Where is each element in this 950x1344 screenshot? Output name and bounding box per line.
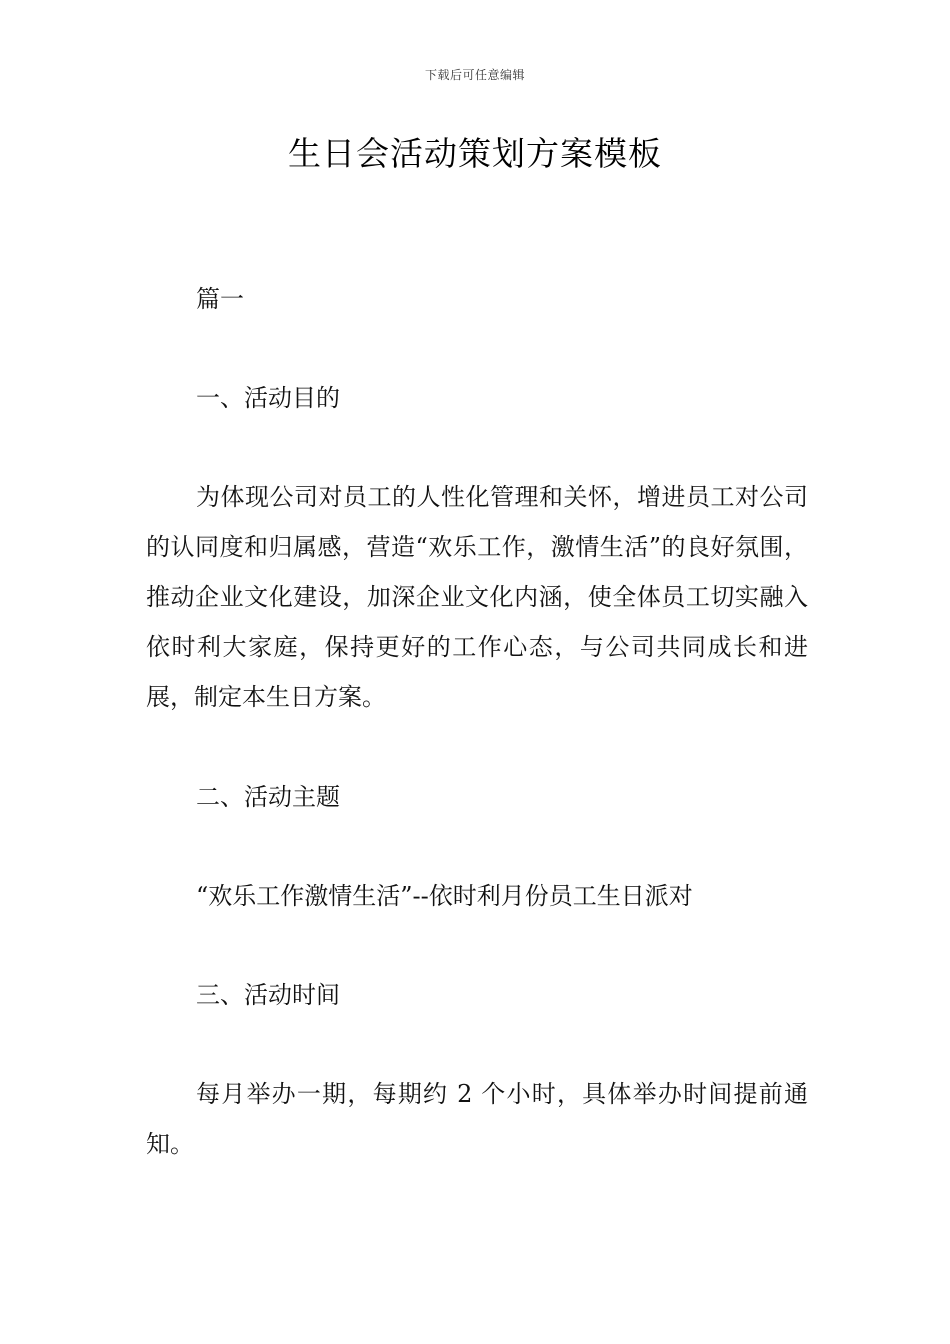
section-3-body: 每月举办一期，每期约 2 个小时，具体举办时间提前通知。 xyxy=(146,1080,808,1158)
section-3-heading: 三、活动时间 xyxy=(196,981,340,1009)
section-1-heading: 一、活动目的 xyxy=(196,384,340,412)
section-2-body: “欢乐工作激情生活”--依时利月份员工生日派对 xyxy=(196,882,693,910)
part-label: 篇一 xyxy=(196,285,244,313)
document-title: 生日会活动策划方案模板 xyxy=(288,134,662,173)
header-note: 下载后可任意编辑 xyxy=(424,68,525,82)
section-2-heading: 二、活动主题 xyxy=(196,783,340,811)
section-1-body: 为体现公司对员工的人性化管理和关怀，增进员工对公司的认同度和归属感，营造“欢乐工作，激情生活”的良好氛围，推动企业文化建设，加深企业文化内涵，使全体员工切实融入依时利大家庭，保持更好的工作心态，与公司共同成长和进展，制定本生日方案。 xyxy=(146,483,808,711)
